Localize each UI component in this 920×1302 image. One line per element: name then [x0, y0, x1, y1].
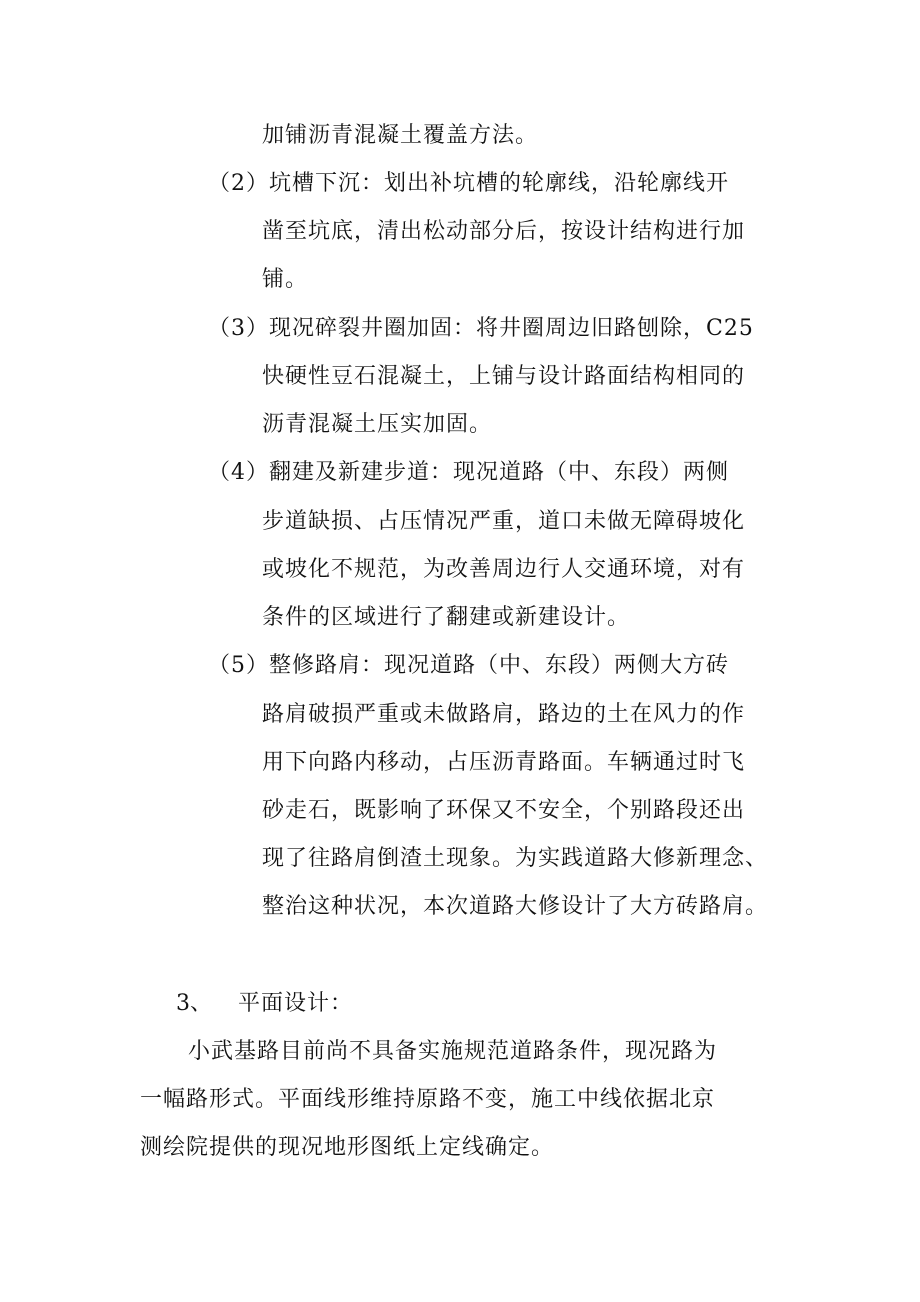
- section3-paragraph-line-1: 小武基路目前尚不具备实施规范道路条件，现况路为: [188, 1039, 718, 1064]
- item2-line-2: 凿至坑底，清出松动部分后，按设计结构进行加: [262, 219, 746, 244]
- section3-number: 3、: [176, 991, 212, 1016]
- item1-continuation: 加铺沥青混凝土覆盖方法。: [262, 123, 539, 148]
- section3-title: 平面设计：: [238, 991, 354, 1016]
- item3-line-3: 沥青混凝土压实加固。: [262, 412, 493, 437]
- item5-line-4: 砂走石，既影响了环保又不安全，个别路段还出: [262, 798, 746, 823]
- item5-line-3: 用下向路内移动，占压沥青路面。车辆通过时飞: [262, 750, 746, 775]
- item5-line-5: 现了往路肩倒渣土现象。为实践道路大修新理念、: [262, 846, 769, 871]
- section3-paragraph-line-2: 一幅路形式。平面线形维持原路不变，施工中线依据北京: [140, 1087, 716, 1112]
- section3-paragraph-line-3: 测绘院提供的现况地形图纸上定线确定。: [140, 1135, 555, 1160]
- item4-line-2: 步道缺损、占压情况严重，道口未做无障碍坡化: [262, 509, 746, 534]
- item4-line-3: 或坡化不规范，为改善周边行人交通环境，对有: [262, 557, 746, 582]
- item5-line-6: 整治这种状况，本次道路大修设计了大方砖路肩。: [262, 894, 769, 919]
- item4-line-1: （4）翻建及新建步道：现况道路（中、东段）两侧: [208, 460, 729, 485]
- item5-line-2: 路肩破损严重或未做路肩，路边的土在风力的作: [262, 702, 746, 727]
- item2-line-3: 铺。: [262, 267, 309, 292]
- item2-line-1: （2）坑槽下沉：划出补坑槽的轮廓线，沿轮廓线开: [208, 171, 729, 196]
- item5-line-1: （5）整修路肩：现况道路（中、东段）两侧大方砖: [208, 653, 729, 678]
- item4-line-4: 条件的区域进行了翻建或新建设计。: [262, 605, 631, 630]
- item3-line-2: 快硬性豆石混凝土，上铺与设计路面结构相同的: [262, 364, 746, 389]
- item3-line-1: （3）现况碎裂井圈加固：将井圈周边旧路刨除，C25: [208, 316, 754, 341]
